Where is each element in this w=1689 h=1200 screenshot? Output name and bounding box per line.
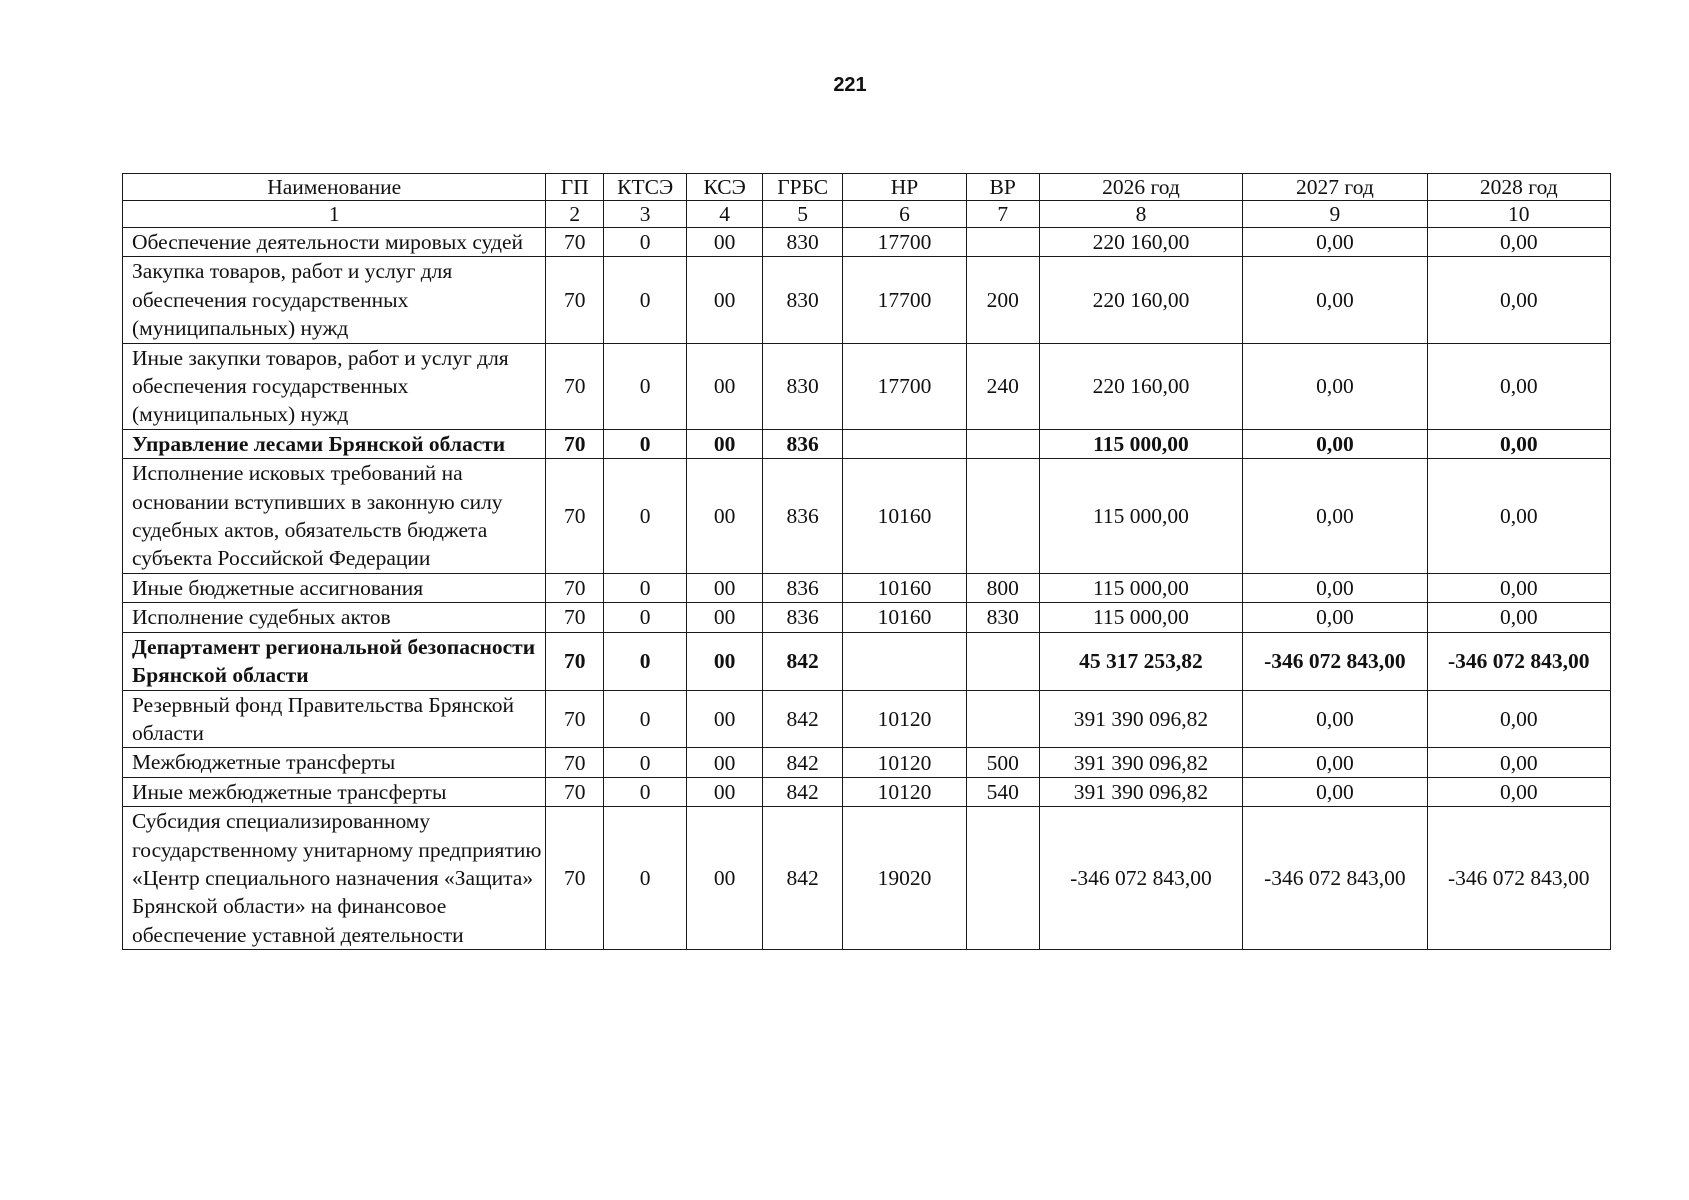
cell-2026: -346 072 843,00 [1039, 807, 1243, 950]
cell-ktse: 0 [604, 573, 687, 602]
table-row [123, 573, 1611, 602]
cell-gp: 70 [546, 632, 604, 690]
header-year-2026: 2026 год [1039, 174, 1243, 201]
cell-gp: 70 [546, 228, 604, 257]
column-number: 10 [1427, 201, 1610, 228]
cell-ktse: 0 [604, 459, 687, 574]
cell-2027: 0,00 [1243, 603, 1427, 632]
cell-2027: 0,00 [1243, 690, 1427, 748]
cell-nr: 10160 [843, 459, 967, 574]
header-year-2027: 2027 год [1243, 174, 1427, 201]
cell-gp: 70 [546, 748, 604, 777]
cell-2026: 115 000,00 [1039, 573, 1243, 602]
cell-ktse: 0 [604, 429, 687, 458]
header-nr: НР [843, 174, 967, 201]
cell-kse: 00 [687, 807, 763, 950]
cell-name: Резервный фонд Правительства Брянской области [123, 690, 546, 748]
cell-kse: 00 [687, 429, 763, 458]
cell-nr: 17700 [843, 343, 967, 429]
budget-table [122, 173, 1611, 950]
table-header-row [123, 174, 1611, 201]
cell-2026: 115 000,00 [1039, 603, 1243, 632]
column-number: 7 [966, 201, 1039, 228]
cell-2028: 0,00 [1427, 429, 1610, 458]
cell-vr [966, 429, 1039, 458]
table-row [123, 748, 1611, 777]
cell-2026: 391 390 096,82 [1039, 690, 1243, 748]
header-grbs: ГРБС [763, 174, 843, 201]
cell-nr [843, 429, 967, 458]
cell-ktse: 0 [604, 603, 687, 632]
cell-nr: 10160 [843, 573, 967, 602]
cell-gp: 70 [546, 257, 604, 343]
cell-kse: 00 [687, 748, 763, 777]
cell-nr: 10120 [843, 748, 967, 777]
cell-ktse: 0 [604, 690, 687, 748]
cell-grbs: 842 [763, 777, 843, 806]
cell-2026: 220 160,00 [1039, 343, 1243, 429]
cell-name: Иные закупки товаров, работ и услуг для обеспечения государственных (муниципальных) нужд [123, 343, 546, 429]
cell-2028: 0,00 [1427, 603, 1610, 632]
table-row [123, 807, 1611, 950]
cell-kse: 00 [687, 459, 763, 574]
cell-2027: 0,00 [1243, 343, 1427, 429]
cell-2028: -346 072 843,00 [1427, 807, 1610, 950]
cell-ktse: 0 [604, 228, 687, 257]
header-ktse: КТСЭ [604, 174, 687, 201]
cell-grbs: 830 [763, 228, 843, 257]
cell-gp: 70 [546, 807, 604, 950]
cell-vr [966, 228, 1039, 257]
cell-vr: 200 [966, 257, 1039, 343]
cell-name: Субсидия специализированному государственному унитарному предприятию «Центр специального назначения «Защита» Брянской области» на финансовое обеспечение уставной деятельности [123, 807, 546, 950]
cell-kse: 00 [687, 573, 763, 602]
column-number: 5 [763, 201, 843, 228]
cell-2026: 115 000,00 [1039, 429, 1243, 458]
cell-2027: 0,00 [1243, 777, 1427, 806]
cell-name: Департамент региональной безопасности Брянской области [123, 632, 546, 690]
cell-grbs: 836 [763, 603, 843, 632]
cell-2028: 0,00 [1427, 343, 1610, 429]
header-year-2028: 2028 год [1427, 174, 1610, 201]
cell-nr: 17700 [843, 228, 967, 257]
cell-gp: 70 [546, 603, 604, 632]
cell-grbs: 842 [763, 807, 843, 950]
cell-nr: 19020 [843, 807, 967, 950]
cell-vr: 800 [966, 573, 1039, 602]
cell-vr [966, 632, 1039, 690]
header-name: Наименование [123, 174, 546, 201]
cell-grbs: 830 [763, 343, 843, 429]
table-row [123, 257, 1611, 343]
cell-2028: 0,00 [1427, 573, 1610, 602]
cell-ktse: 0 [604, 777, 687, 806]
table-row [123, 603, 1611, 632]
cell-2027: -346 072 843,00 [1243, 632, 1427, 690]
cell-2028: 0,00 [1427, 228, 1610, 257]
cell-2027: 0,00 [1243, 429, 1427, 458]
cell-kse: 00 [687, 632, 763, 690]
cell-nr: 10120 [843, 690, 967, 748]
table-row [123, 429, 1611, 458]
cell-2027: 0,00 [1243, 748, 1427, 777]
cell-ktse: 0 [604, 632, 687, 690]
cell-vr: 830 [966, 603, 1039, 632]
page-number: 221 [833, 74, 867, 96]
cell-vr [966, 690, 1039, 748]
cell-2026: 115 000,00 [1039, 459, 1243, 574]
cell-2028: 0,00 [1427, 459, 1610, 574]
cell-2028: 0,00 [1427, 748, 1610, 777]
cell-kse: 00 [687, 603, 763, 632]
cell-grbs: 842 [763, 632, 843, 690]
cell-2028: -346 072 843,00 [1427, 632, 1610, 690]
cell-2028: 0,00 [1427, 257, 1610, 343]
cell-2026: 220 160,00 [1039, 257, 1243, 343]
cell-2027: 0,00 [1243, 459, 1427, 574]
cell-vr [966, 807, 1039, 950]
column-number: 2 [546, 201, 604, 228]
cell-gp: 70 [546, 343, 604, 429]
cell-vr [966, 459, 1039, 574]
cell-gp: 70 [546, 573, 604, 602]
cell-2026: 45 317 253,82 [1039, 632, 1243, 690]
table-row [123, 343, 1611, 429]
cell-2027: 0,00 [1243, 573, 1427, 602]
column-number: 4 [687, 201, 763, 228]
cell-grbs: 842 [763, 748, 843, 777]
column-number: 6 [843, 201, 967, 228]
cell-grbs: 830 [763, 257, 843, 343]
cell-name: Исполнение судебных актов [123, 603, 546, 632]
header-gp: ГП [546, 174, 604, 201]
column-number: 3 [604, 201, 687, 228]
cell-vr: 540 [966, 777, 1039, 806]
cell-grbs: 836 [763, 573, 843, 602]
cell-grbs: 842 [763, 690, 843, 748]
table-row [123, 459, 1611, 574]
table-row [123, 228, 1611, 257]
cell-grbs: 836 [763, 429, 843, 458]
column-number: 9 [1243, 201, 1427, 228]
cell-kse: 00 [687, 257, 763, 343]
header-vr: ВР [966, 174, 1039, 201]
header-kse: КСЭ [687, 174, 763, 201]
cell-nr: 10160 [843, 603, 967, 632]
column-number: 8 [1039, 201, 1243, 228]
cell-kse: 00 [687, 690, 763, 748]
cell-nr [843, 632, 967, 690]
cell-gp: 70 [546, 429, 604, 458]
table-row [123, 777, 1611, 806]
table-body [123, 228, 1611, 950]
cell-gp: 70 [546, 459, 604, 574]
column-number-row [123, 201, 1611, 228]
cell-2026: 220 160,00 [1039, 228, 1243, 257]
cell-2027: 0,00 [1243, 257, 1427, 343]
cell-nr: 17700 [843, 257, 967, 343]
cell-2027: -346 072 843,00 [1243, 807, 1427, 950]
cell-kse: 00 [687, 343, 763, 429]
table-row [123, 690, 1611, 748]
cell-name: Исполнение исковых требований на основании вступивших в законную силу судебных актов, обязательств бюджета субъекта Российской Федерации [123, 459, 546, 574]
cell-gp: 70 [546, 690, 604, 748]
cell-gp: 70 [546, 777, 604, 806]
cell-2028: 0,00 [1427, 690, 1610, 748]
cell-kse: 00 [687, 777, 763, 806]
cell-ktse: 0 [604, 748, 687, 777]
cell-name: Иные межбюджетные трансферты [123, 777, 546, 806]
cell-name: Управление лесами Брянской области [123, 429, 546, 458]
cell-nr: 10120 [843, 777, 967, 806]
column-number: 1 [123, 201, 546, 228]
cell-name: Межбюджетные трансферты [123, 748, 546, 777]
cell-ktse: 0 [604, 257, 687, 343]
cell-grbs: 836 [763, 459, 843, 574]
cell-name: Обеспечение деятельности мировых судей [123, 228, 546, 257]
cell-vr: 240 [966, 343, 1039, 429]
cell-ktse: 0 [604, 343, 687, 429]
cell-2028: 0,00 [1427, 777, 1610, 806]
cell-2027: 0,00 [1243, 228, 1427, 257]
table-row [123, 632, 1611, 690]
cell-name: Иные бюджетные ассигнования [123, 573, 546, 602]
cell-2026: 391 390 096,82 [1039, 777, 1243, 806]
cell-2026: 391 390 096,82 [1039, 748, 1243, 777]
cell-kse: 00 [687, 228, 763, 257]
cell-name: Закупка товаров, работ и услуг для обеспечения государственных (муниципальных) нужд [123, 257, 546, 343]
cell-vr: 500 [966, 748, 1039, 777]
cell-ktse: 0 [604, 807, 687, 950]
